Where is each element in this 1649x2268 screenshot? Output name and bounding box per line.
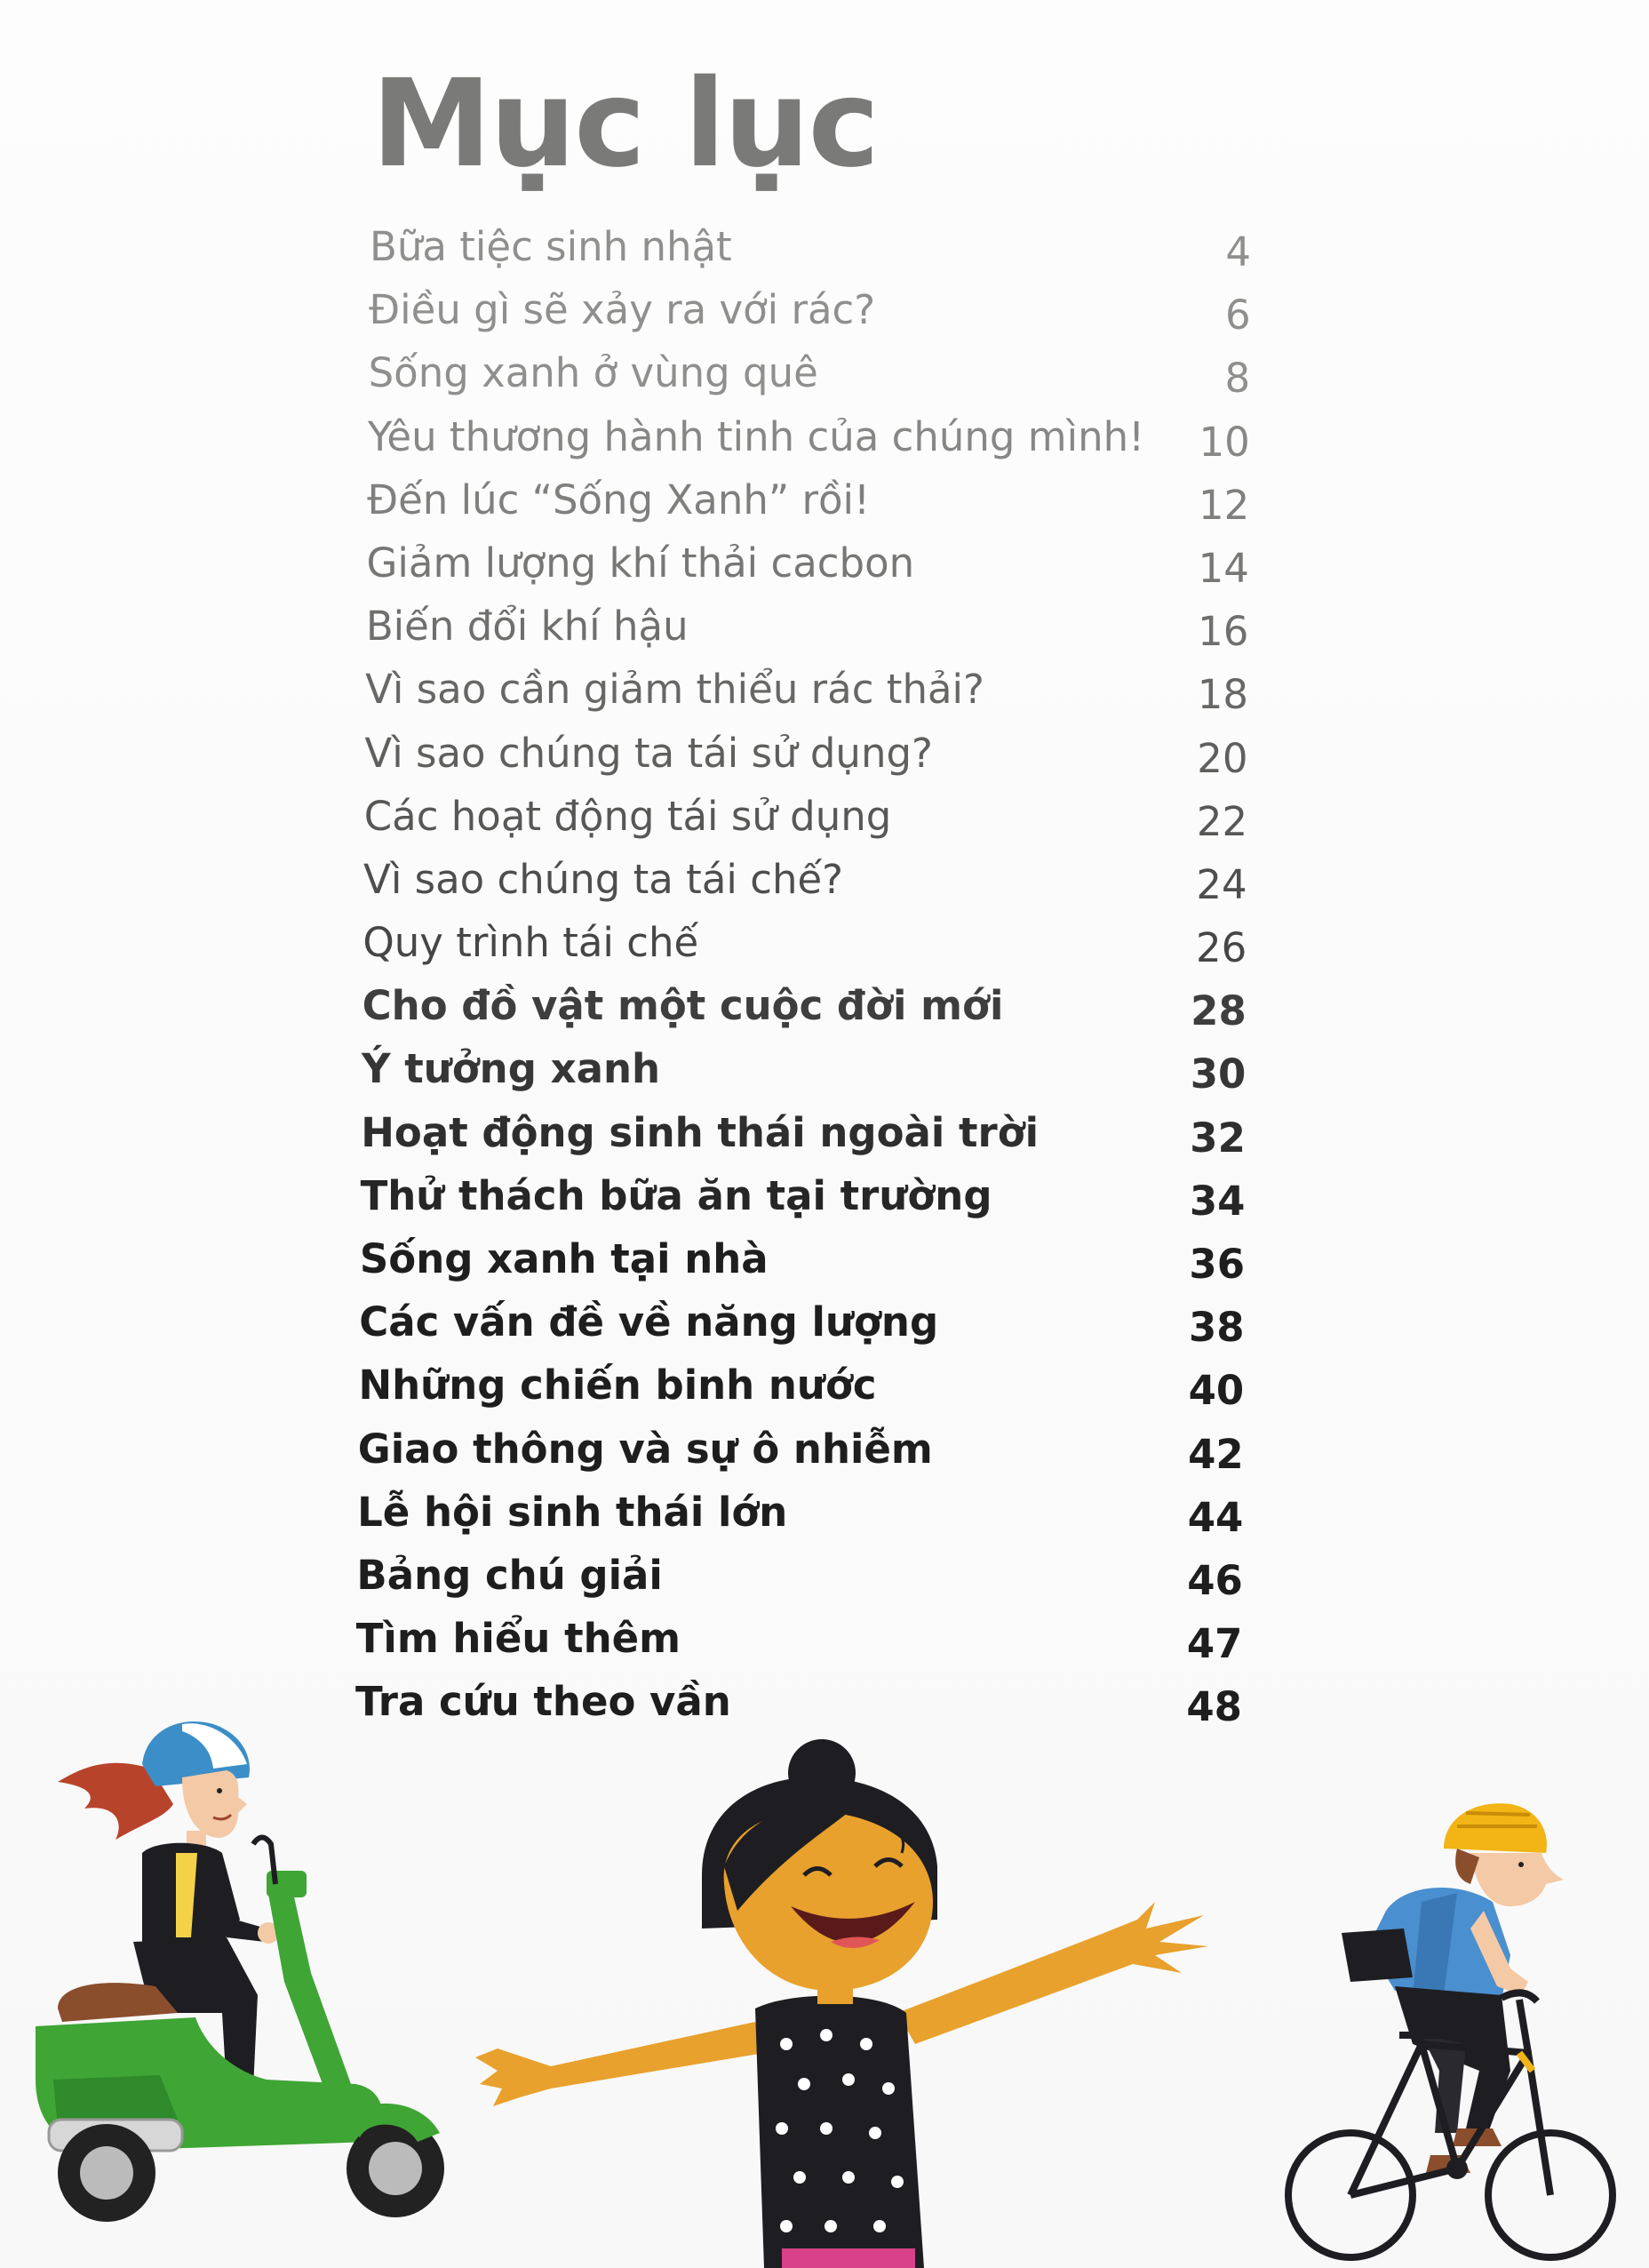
toc-entry[interactable]	[357, 1425, 1269, 1488]
toc-entry-page-number: 47	[1186, 1620, 1243, 1668]
toc-entry-title: Điều gì sẽ xảy ra với rác?	[369, 286, 876, 334]
toc-entry-title: Vì sao chúng ta tái chế?	[363, 855, 844, 903]
cyclist-illustration	[1288, 1803, 1613, 2257]
toc-entry[interactable]	[362, 1108, 1269, 1171]
toc-entry-page-number: 44	[1187, 1493, 1244, 1541]
toc-entry-page-number: 8	[1224, 355, 1251, 403]
toc-entry[interactable]	[362, 475, 1269, 539]
toc-entry[interactable]	[356, 1551, 1269, 1614]
toc-entry-title: Giao thông và sự ô nhiễm	[357, 1425, 933, 1473]
toc-entry[interactable]	[357, 1488, 1269, 1551]
toc-entry-page-number: 14	[1198, 544, 1249, 592]
toc-entry-title: Quy trình tái chế	[362, 919, 699, 967]
toc-entry[interactable]	[359, 1234, 1269, 1298]
toc-entry-title: Cho đồ vật một cuộc đời mới	[362, 982, 1004, 1030]
toc-entry[interactable]	[362, 855, 1269, 918]
toc-entry-title: Các vấn đề về năng lượng	[359, 1298, 939, 1346]
toc-entry-page-number: 24	[1196, 860, 1247, 908]
toc-entry-page-number: 12	[1199, 481, 1250, 529]
illustrations	[0, 1689, 1649, 2268]
toc-entry-page-number: 30	[1190, 1050, 1247, 1098]
toc-entry-page-number: 20	[1197, 734, 1248, 782]
toc-entry-page-number: 34	[1189, 1177, 1246, 1225]
toc-entry-page-number: 36	[1189, 1241, 1246, 1288]
toc-entry[interactable]	[362, 285, 1269, 348]
toc-entry[interactable]	[362, 602, 1269, 665]
toc-entry-title: Vì sao cần giảm thiểu rác thải?	[365, 666, 984, 714]
toc-entry-title: Sống xanh ở vùng quê	[368, 349, 818, 397]
toc-entry-page-number: 32	[1190, 1114, 1246, 1162]
table-of-contents	[355, 222, 1269, 1741]
toc-entry-title: Yêu thương hành tinh của chúng mình!	[367, 412, 1145, 460]
toc-entry-page-number: 26	[1195, 924, 1247, 972]
toc-entry-title: Tìm hiểu thêm	[355, 1615, 681, 1663]
toc-entry-page-number: 18	[1197, 671, 1248, 719]
toc-entry-page-number: 4	[1225, 228, 1251, 276]
toc-entry-title: Các hoạt động tái sử dụng	[363, 792, 892, 840]
toc-entry-page-number: 10	[1199, 418, 1250, 466]
girl-arms-open-illustration	[475, 1739, 1208, 2268]
toc-entry-title: Hoạt động sinh thái ngoài trời	[361, 1108, 1040, 1156]
toc-entry-page-number: 40	[1188, 1367, 1245, 1415]
toc-entry-page-number: 42	[1188, 1430, 1244, 1478]
toc-entry-title: Lễ hội sinh thái lớn	[357, 1488, 788, 1536]
toc-entry-title: Thử thách bữa ăn tại trường	[360, 1171, 992, 1219]
toc-entry[interactable]	[362, 1171, 1269, 1234]
toc-entry[interactable]	[362, 1044, 1269, 1107]
toc-entry-title: Tra cứu theo vần	[355, 1678, 731, 1726]
toc-entry-page-number: 46	[1187, 1556, 1243, 1604]
toc-entry-page-number: 28	[1191, 987, 1247, 1035]
toc-entry-page-number: 22	[1196, 797, 1248, 845]
toc-entry[interactable]	[362, 792, 1269, 855]
toc-entry[interactable]	[355, 1614, 1269, 1677]
toc-entry[interactable]	[362, 729, 1269, 792]
toc-entry[interactable]	[362, 665, 1269, 728]
toc-entry-title: Bữa tiệc sinh nhật	[370, 223, 732, 270]
toc-entry-page-number: 16	[1198, 608, 1249, 656]
toc-entry[interactable]	[362, 412, 1269, 475]
toc-entry-page-number: 38	[1188, 1304, 1245, 1352]
scooter-rider-illustration	[36, 1721, 444, 2222]
toc-entry[interactable]	[358, 1361, 1269, 1424]
toc-entry[interactable]	[362, 918, 1269, 981]
toc-entry[interactable]	[362, 981, 1269, 1044]
toc-entry-title: Những chiến binh nước	[358, 1362, 877, 1410]
toc-entry-title: Đến lúc “Sống Xanh” rồi!	[367, 475, 871, 523]
toc-entry[interactable]	[362, 539, 1269, 602]
toc-entry-title: Bảng chú giải	[356, 1551, 663, 1599]
toc-entry-title: Vì sao chúng ta tái sử dụng?	[364, 729, 933, 777]
toc-entry[interactable]	[362, 348, 1269, 411]
toc-entry-title: Ý tưởng xanh	[361, 1045, 661, 1093]
toc-entry-title: Giảm lượng khí thải cacbon	[366, 539, 915, 587]
toc-entry[interactable]	[359, 1298, 1269, 1361]
toc-entry-title: Biến đổi khí hậu	[365, 603, 689, 651]
page-title: Mục lục	[371, 54, 879, 195]
toc-entry-page-number: 48	[1186, 1683, 1242, 1731]
toc-entry[interactable]	[362, 222, 1269, 285]
toc-entry-page-number: 6	[1224, 291, 1251, 339]
toc-entry-title: Sống xanh tại nhà	[359, 1235, 769, 1282]
